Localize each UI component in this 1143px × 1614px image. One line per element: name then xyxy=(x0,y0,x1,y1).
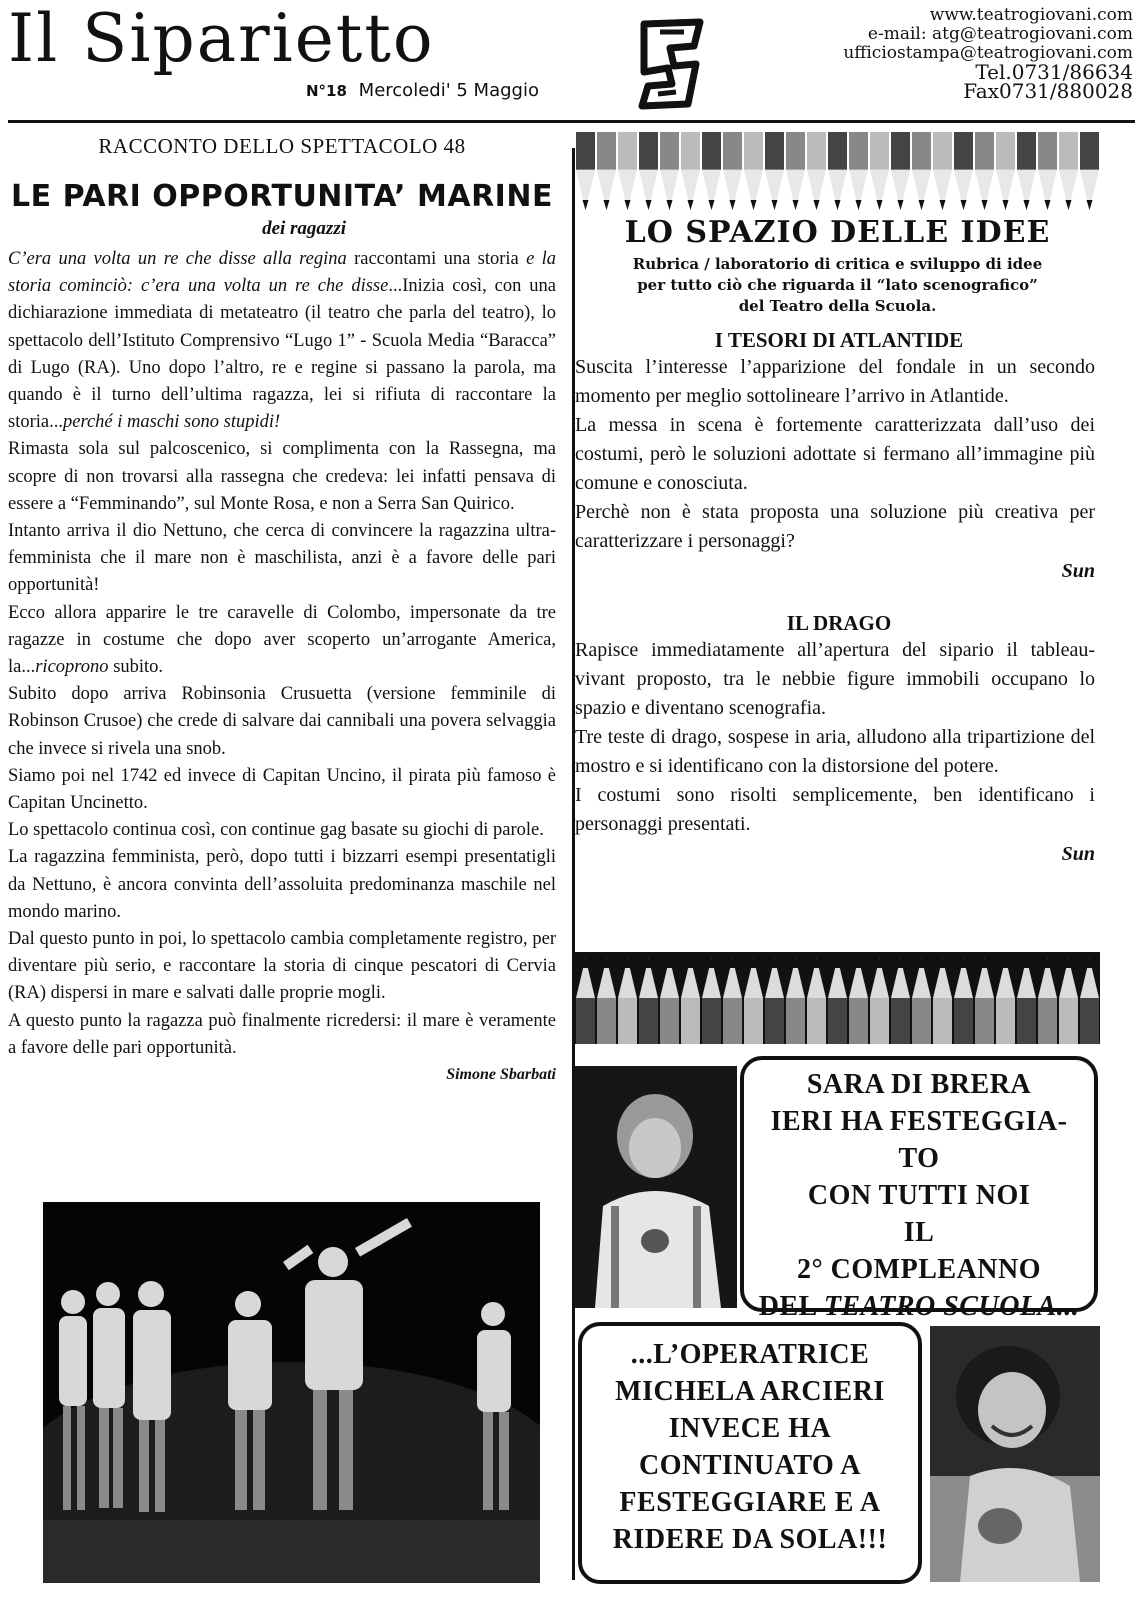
left-article xyxy=(8,130,556,1084)
pencil-body xyxy=(807,132,826,170)
pencil-body xyxy=(786,998,805,1044)
pencil-body xyxy=(933,998,952,1044)
section-signature: Sun xyxy=(1061,560,1095,582)
pencil-body xyxy=(954,998,973,1044)
pencil-body xyxy=(723,998,742,1044)
pencil-body xyxy=(891,998,910,1044)
rubric-subtitle: Rubrica / laboratorio di critica e sviluppo di idee per tutto ciò che riguarda il “lato scenografico” del Teatro della Scuola. xyxy=(632,255,1043,315)
section-body-drago: Rapisce immediatamente all’apertura del sipario il tableau-vivant proposto, tra le nebbie figure immobili occupano lo spazio e diventano scenografia. Tre teste di drago, sospese in aria, alludono alla tripartizione del mostro e si identificano con la distorsione del potere. I costumi sono risolti semplicemente, ben identificano i personaggi presentati. xyxy=(575,639,1095,835)
article-paragraph: Ecco allora apparire le tre caravelle di Colombo, impersonate da tre ragazze in costume che dopo aver scoperto un’arrogante America, la...ricoprono subito. xyxy=(8,602,556,678)
rubric-title: LO SPAZIO DELLE IDEE xyxy=(624,215,1051,250)
pencil-body xyxy=(765,998,784,1044)
pencil-body xyxy=(723,132,742,170)
article-paragraph: Dal questo punto in poi, lo spettacolo cambia completamente registro, per diventare più serio, e raccontare la storia di cinque pescatori di Cervia (RA) dispersi in mare e salvati dalle proprie mogli. xyxy=(8,929,556,1004)
issue-date: Mercoledi' 5 Maggio xyxy=(358,80,539,101)
article-paragraph: A questo punto la ragazza può finalmente ricredersi: il mare è veramente a favore delle pari opportunità. xyxy=(8,1010,556,1058)
birthday-box: SARA DI BRERA IERI HA FESTEGGIA- TO CON TUTTI NOI IL 2° COMPLEANNO DEL TEATRO SCUOLA... xyxy=(740,1056,1098,1312)
pencil-body xyxy=(828,132,847,170)
section-title-drago: IL DRAGO xyxy=(786,611,892,635)
article-headline: LE PARI OPPORTUNITA’ MARINE xyxy=(11,179,553,214)
pencil-body xyxy=(618,132,637,170)
masthead-rule xyxy=(8,120,1135,123)
michela-photo-image xyxy=(930,1326,1100,1582)
pencil-body xyxy=(765,132,784,170)
pencil-body xyxy=(954,132,973,170)
section-body-atlantide: Suscita l’interesse l’apparizione del fondale in un secondo momento per meglio sottolineare l’arrivo in Atlantide. La messa in scena è fortemente caratterizzata dall’uso dei costumi, però le soluzioni adottate si fermano all’immagine più comune e conosciuta. Perchè non è stata proposta una soluzione più creativa per caratterizzare i personaggi? xyxy=(575,356,1095,552)
stage-photo-image xyxy=(43,1202,540,1583)
press-email-link[interactable]: ufficiostampa@teatrogiovani.com xyxy=(843,43,1133,63)
pencil-body xyxy=(660,132,679,170)
section-title-atlantide: I TESORI DI ATLANTIDE xyxy=(714,328,964,352)
pencil-body xyxy=(681,132,700,170)
article-author: Simone Sbarbati xyxy=(446,1066,556,1084)
article-body xyxy=(8,246,556,1062)
pencil-body xyxy=(597,132,616,170)
pencil-body xyxy=(849,132,868,170)
pencil-body xyxy=(891,132,910,170)
sara-photo xyxy=(575,1066,737,1308)
pencil-body xyxy=(576,132,595,170)
contacts-block xyxy=(843,6,1133,101)
article-paragraph: Siamo poi nel 1742 ed invece di Capitan Uncino, il pirata più famoso è Capitan Uncinetto. xyxy=(8,765,556,814)
pencil-body xyxy=(1059,132,1078,170)
article-paragraph: Lo spettacolo continua così, con continue gag basate su giochi di parole. xyxy=(8,820,544,841)
article-paragraph: C’era una volta un re che disse alla regina raccontami una storia e la storia cominciò: c’era una volta un re che disse...Inizia così, con una dichiarazione immediata di metateatro (il teatro che parla del teatro), lo spettacolo dell’Istituto Comprensivo “Lugo 1” - Scuola Media “Baracca” di Lugo (RA). Uno dopo l’altro, re e regine si passano la parola, ma quando è il turno dell’ultima ragazza, lei si rifiuta di raccontare la storia...perché i maschi sono stupidi! xyxy=(8,249,556,433)
article-paragraph: Subito dopo arriva Robinsonia Crusuetta (versione femminile di Robinson Crusoe) che crede di salvare dai cannibali una povera selvaggia che invece si rivela una snob. xyxy=(8,684,556,759)
article-byline: dei ragazzi xyxy=(262,218,346,239)
fax: Fax0731/880028 xyxy=(963,79,1133,103)
issue-line xyxy=(306,80,539,101)
article-paragraph: Rimasta sola sul palcoscenico, si complimenta con la Rassegna, ma scopre di non trovarsi alla rassegna che credeva: lei infatti pensava di essere a “Femminando”, sul Monte Rosa, e non a Serra San Quirico. xyxy=(8,439,556,514)
pencil-body xyxy=(849,998,868,1044)
pencil-body xyxy=(1038,132,1057,170)
pencil-body xyxy=(1059,998,1078,1044)
pencil-body xyxy=(996,132,1015,170)
rubric-content xyxy=(575,328,1095,866)
pencil-body xyxy=(870,998,889,1044)
pencil-body xyxy=(1017,998,1036,1044)
pencil-body xyxy=(702,998,721,1044)
issue-number: N°18 xyxy=(306,82,347,100)
email-link[interactable]: e-mail: atg@teatrogiovani.com xyxy=(867,24,1133,44)
stage-photo xyxy=(43,1202,540,1583)
pencil-body xyxy=(639,998,658,1044)
pencil-body xyxy=(870,132,889,170)
pencil-body xyxy=(975,132,994,170)
pencils-banner-bottom xyxy=(575,952,1100,1044)
pencils-banner-top xyxy=(575,132,1100,216)
pencil-body xyxy=(807,998,826,1044)
operator-box: ...L’OPERATRICE MICHELA ARCIERI INVECE HA CONTINUATO A FESTEGGIARE E A RIDERE DA SOLA!!! xyxy=(578,1322,922,1584)
michela-photo xyxy=(930,1326,1100,1582)
pencil-body xyxy=(1080,132,1099,170)
pencil-body xyxy=(702,132,721,170)
article-paragraph: Intanto arriva il dio Nettuno, che cerca di convincere la ragazzina ultra-femminista che il mare non è maschilista, anzi è a favore delle pari opportunità! xyxy=(8,521,556,596)
sara-photo-image xyxy=(575,1066,737,1308)
pencil-body xyxy=(744,998,763,1044)
pencil-body xyxy=(1038,998,1057,1044)
pencil-body xyxy=(975,998,994,1044)
pencil-body xyxy=(996,998,1015,1044)
pencil-body xyxy=(912,998,931,1044)
pencil-body xyxy=(639,132,658,170)
article-paragraph: La ragazzina femminista, però, dopo tutti i bizzarri esempi presentatigli da Nettuno, è ancora convinta dell’assoluita predominanza maschile nel mondo marino. xyxy=(8,847,556,922)
pencil-body xyxy=(744,132,763,170)
pencil-body xyxy=(828,998,847,1044)
theatre-logo-icon xyxy=(630,16,716,112)
pencil-body xyxy=(912,132,931,170)
pencil-body xyxy=(1017,132,1036,170)
pencil-body xyxy=(1080,998,1099,1044)
pencil-body xyxy=(933,132,952,170)
article-kicker: RACCONTO DELLO SPETTACOLO 48 xyxy=(98,134,466,158)
pencil-body xyxy=(681,998,700,1044)
pencils-top-icon xyxy=(575,132,1100,216)
pencils-bottom-icon xyxy=(575,952,1100,1044)
phone: Tel.0731/86634 xyxy=(975,60,1133,84)
pencil-body xyxy=(660,998,679,1044)
pencil-body xyxy=(618,998,637,1044)
pencil-body xyxy=(786,132,805,170)
website-link[interactable]: www.teatrogiovani.com xyxy=(929,5,1133,25)
pencil-body xyxy=(576,998,595,1044)
pencil-body xyxy=(597,998,616,1044)
section-signature: Sun xyxy=(1061,843,1095,865)
newspaper-title: Il Siparietto xyxy=(8,0,435,77)
